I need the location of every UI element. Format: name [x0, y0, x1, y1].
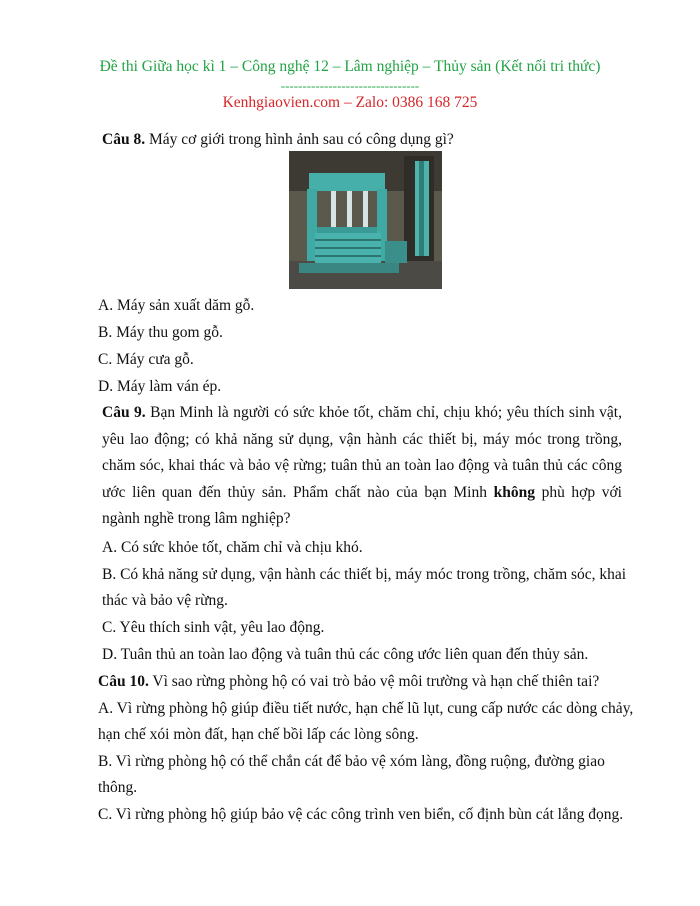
question-10	[98, 673, 599, 691]
machine-photo	[289, 151, 442, 289]
q10-option-b-line1[interactable]: B. Vì rừng phòng hộ có thể chắn cát để bảo vệ xóm làng, đồng ruộng, đường giao	[98, 753, 605, 770]
question-9	[102, 400, 622, 533]
question-8-label: Câu 8.	[102, 131, 146, 148]
question-9-text-before: Bạn Minh là người có sức khỏe tốt, chăm chỉ, chịu khó; yêu thích sinh vật, yêu lao động; có khả năng sử dụng, vận hành các thiết bị, máy móc trong trồng, chăm sóc, khai thác và bảo vệ rừng; tuân thủ an toàn lao động và tuân thủ các công ước liên quan đến thủy sản. Phẩm chất nào của bạn Minh	[102, 404, 622, 501]
question-8	[102, 131, 454, 149]
q8-option-c[interactable]: C. Máy cưa gỗ.	[98, 351, 194, 368]
q8-option-d[interactable]: D. Máy làm ván ép.	[98, 378, 222, 395]
q9-option-a[interactable]: A. Có sức khỏe tốt, chăm chỉ và chịu khó.	[102, 539, 363, 556]
q9-option-c[interactable]: C. Yêu thích sinh vật, yêu lao động.	[102, 619, 325, 636]
question-9-text-after: phù hợp với ngành nghề trong lâm nghiệp?	[102, 483, 622, 527]
q8-option-b[interactable]: B. Máy thu gom gỗ.	[98, 324, 223, 341]
q9-option-b-line1[interactable]: B. Có khả năng sử dụng, vận hành các thiết bị, máy móc trong trồng, chăm sóc, khai	[102, 566, 627, 583]
q9-option-d[interactable]: D. Tuân thủ an toàn lao động và tuân thủ các công ước liên quan đến thủy sản.	[102, 646, 589, 663]
question-8-text: Máy cơ giới trong hình ảnh sau có công dụng gì?	[145, 131, 454, 148]
q10-option-a-line2[interactable]: hạn chế xói mòn đất, hạn chế bồi lấp các lòng sông.	[98, 726, 419, 743]
q10-option-a-line1[interactable]: A. Vì rừng phòng hộ giúp điều tiết nước, hạn chế lũ lụt, cung cấp nước các dòng chảy,	[98, 700, 634, 717]
question-10-text: Vì sao rừng phòng hộ có vai trò bảo vệ môi trường và hạn chế thiên tai?	[148, 673, 600, 690]
q10-option-b-line2[interactable]: thông.	[98, 779, 138, 796]
veneer-press-image	[289, 151, 442, 289]
q9-option-b-line2[interactable]: thác và bảo vệ rừng.	[102, 592, 228, 609]
question-9-bold-word: không	[493, 483, 535, 501]
q8-option-a[interactable]: A. Máy sản xuất dăm gỗ.	[98, 297, 255, 314]
q10-option-c[interactable]: C. Vì rừng phòng hộ giúp bảo vệ các công trình ven biển, cố định bùn cát lắng đọng.	[98, 806, 624, 823]
question-10-label: Câu 10.	[98, 673, 149, 690]
exam-title: Đề thi Giữa học kì 1 – Công nghệ 12 – Lâm nghiệp – Thủy sản (Kết nối tri thức)	[99, 58, 601, 75]
site-contact[interactable]: Kenhgiaovien.com – Zalo: 0386 168 725	[222, 94, 478, 111]
header-divider: --------------------------------	[280, 78, 420, 93]
question-9-label: Câu 9.	[102, 404, 146, 421]
